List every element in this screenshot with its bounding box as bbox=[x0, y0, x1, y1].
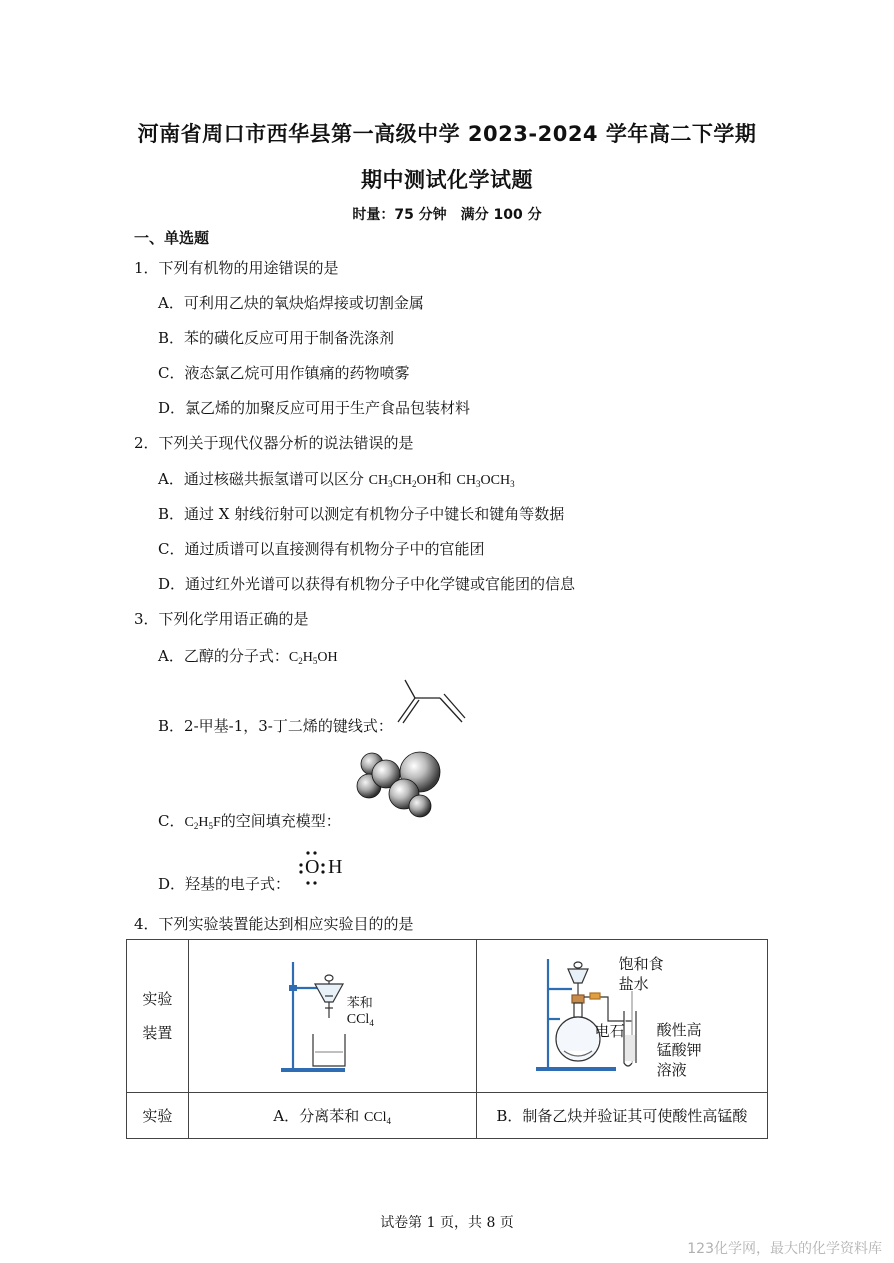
page-footer: 试卷第 1 页，共 8 页 bbox=[380, 1215, 514, 1231]
question-stem: 下列关于现代仪器分析的说法错误的是 bbox=[158, 434, 414, 452]
apparatus-a-label: 苯和 CCl$_4$ bbox=[346, 996, 374, 1028]
exam-title-line1: 河南省周口市西华县第一高级中学 2023-2024 学年高二下学期 bbox=[137, 122, 757, 146]
hydroxyl-electron-formula bbox=[298, 850, 350, 886]
time-info: 时量：75 分钟 满分 100 分 bbox=[352, 207, 542, 223]
space-filling-model bbox=[352, 748, 444, 832]
question-stem: 下列化学用语正确的是 bbox=[158, 610, 309, 628]
question-3 bbox=[134, 608, 309, 629]
question-stem: 下列实验装置能达到相应实验目的的是 bbox=[158, 915, 414, 933]
watermark: 123化学网，最大的化学资料库 bbox=[687, 1241, 882, 1257]
oxygen-symbol: O bbox=[305, 856, 320, 878]
q1-option-c: C．液态氯乙烷可用作镇痛的药物喷雾 bbox=[158, 364, 410, 382]
exam-title-line2: 期中测试化学试题 bbox=[361, 168, 533, 192]
q3-option-a: A．乙醇的分子式：$C_2H_5OH$ bbox=[158, 647, 338, 666]
q1-option-b: B．苯的磺化反应可用于制备洗涤剂 bbox=[158, 329, 395, 347]
apparatus-b-label-carbide: 电石 bbox=[594, 1022, 625, 1040]
question-4 bbox=[134, 913, 414, 934]
question-2 bbox=[134, 432, 414, 453]
apparatus-b-label-brine: 饱和食 盐水 bbox=[618, 955, 664, 993]
q1-option-d: D．氯乙烯的加聚反应可用于生产食品包装材料 bbox=[158, 399, 471, 417]
question-number: 2． bbox=[134, 434, 159, 452]
q2-option-a: A．通过核磁共振氢谱可以区分 $CH_3CH_2OH$和 $CH_3OCH_3$ bbox=[158, 470, 515, 489]
question-number: 3． bbox=[134, 610, 159, 628]
q4-table bbox=[126, 939, 768, 1139]
section-heading: 一、单选题 bbox=[134, 229, 210, 247]
isoprene-skeletal-formula bbox=[394, 678, 466, 726]
row-header-experiment: 实验 bbox=[127, 1093, 189, 1139]
q2-option-d: D．通过红外光谱可以获得有机物分子中化学键或官能团的信息 bbox=[158, 575, 576, 593]
q2-option-c: C．通过质谱可以直接测得有机物分子中的官能团 bbox=[158, 540, 485, 558]
question-number: 4． bbox=[134, 915, 159, 933]
q3-option-d: D．羟基的电子式： bbox=[158, 875, 291, 893]
q1-option-a: A．可利用乙炔的氧炔焰焊接或切割金属 bbox=[158, 294, 424, 312]
q2-option-b: B．通过 X 射线衍射可以测定有机物分子中键长和键角等数据 bbox=[158, 505, 565, 523]
q3-option-c: C．$C_2H_5F$的空间填充模型： bbox=[158, 812, 341, 831]
apparatus-b-label-kmno4: 酸性高 锰酸钾 溶液 bbox=[656, 1021, 702, 1079]
option-a-cell: A．分离苯和 CCl$_4$ bbox=[188, 1093, 476, 1139]
row-header-apparatus: 实验 装置 bbox=[127, 940, 189, 1093]
q3-option-b: B．2-甲基-1，3-丁二烯的键线式： bbox=[158, 717, 393, 735]
question-stem: 下列有机物的用途错误的是 bbox=[158, 259, 339, 277]
apparatus-b-cell bbox=[476, 940, 767, 1093]
question-number: 1． bbox=[134, 259, 159, 277]
question-1 bbox=[134, 257, 339, 278]
apparatus-a-cell bbox=[188, 940, 476, 1093]
option-b-cell: B．制备乙炔并验证其可使酸性高锰酸 bbox=[476, 1093, 767, 1139]
hydrogen-symbol: H bbox=[328, 856, 343, 878]
